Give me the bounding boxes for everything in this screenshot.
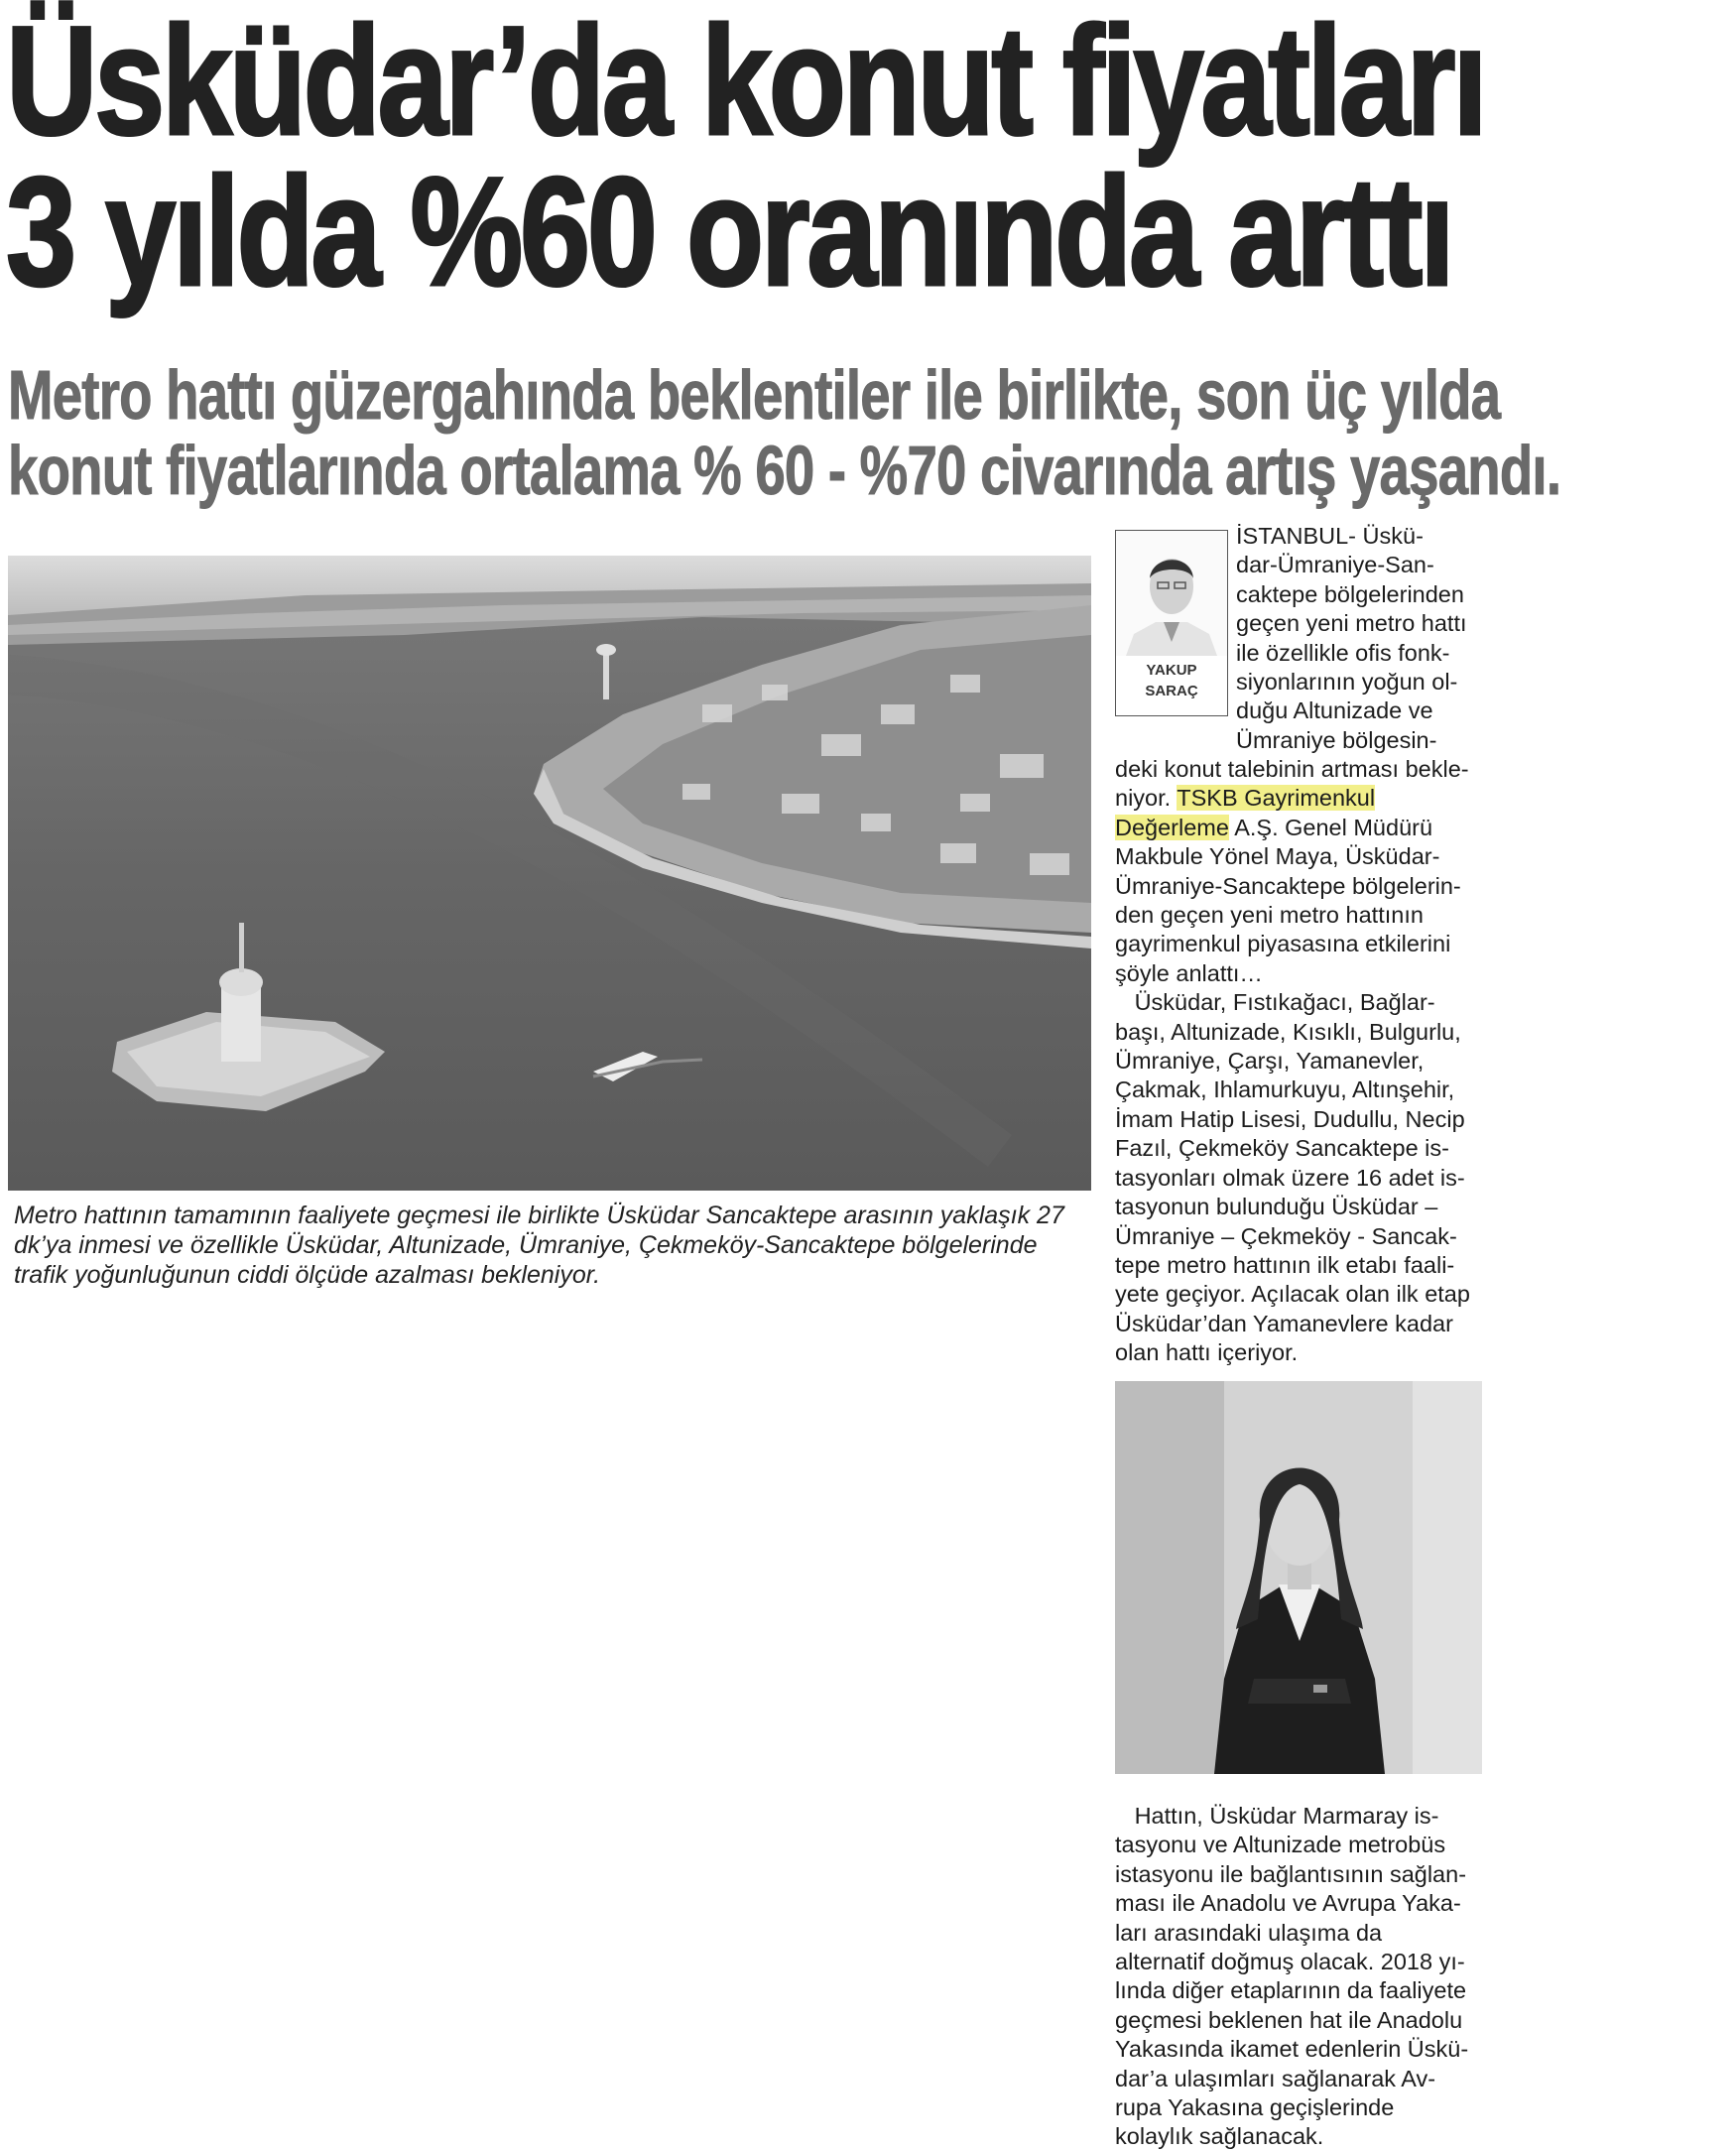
- text-line: Fazıl, Çekmeköy Sancaktepe is-: [1115, 1135, 1449, 1162]
- text-line-with-highlight: [1115, 814, 1470, 842]
- author-last-name: SARAÇ: [1145, 683, 1198, 699]
- text-line: tepe metro hattının ilk etabı faali-: [1115, 1251, 1455, 1278]
- text-line: tasyonun bulunduğu Üsküdar –: [1115, 1194, 1438, 1220]
- text-line: Yakasında ikamet edenlerin Üskü-: [1115, 2036, 1469, 2063]
- text-line: geçen yeni metro hattı: [1236, 610, 1467, 637]
- text-line: Makbule Yönel Maya, Üsküdar-: [1115, 843, 1440, 870]
- text-line: ları arasındaki ulaşıma da: [1115, 1919, 1383, 1946]
- photo-caption: Metro hattının tamamının faaliyete geçmesi ile birlikte Üsküdar Sancaktepe arasının yaklaşık 27 dk’ya inmesi ve özellikle Üsküdar, Altunizade, Ümraniye, Çekmeköy-Sancaktepe bölgelerinde trafik yoğunluğunun ciddi ölçüde azalması bekleniyor.: [14, 1202, 1064, 1289]
- text-line: başı, Altunizade, Kısıklı, Bulgurlu,: [1115, 1018, 1461, 1045]
- author-first-name: YAKUP: [1146, 662, 1197, 679]
- text-line: ile özellikle ofis fonk-: [1236, 639, 1450, 666]
- executive-portrait-photo: [1115, 1381, 1482, 1774]
- text-line: Ümraniye bölgesin-: [1236, 726, 1437, 753]
- text-segment: niyor.: [1115, 785, 1172, 812]
- text-line: İmam Hatip Lisesi, Dudullu, Necip: [1115, 1105, 1465, 1132]
- text-line: Ümraniye – Çekmeköy - Sancak-: [1115, 1222, 1457, 1249]
- text-line: lında diğer etaplarının da faaliyete: [1115, 1977, 1467, 2004]
- text-line: alternatif doğmuş olacak. 2018 yı-: [1115, 1949, 1465, 1975]
- text-line: geçmesi beklenen hat ile Anadolu: [1115, 2006, 1463, 2033]
- text-line: dar’a ulaşımları sağlanarak Av-: [1115, 2065, 1436, 2091]
- text-line: dar-Ümraniye-San-: [1236, 552, 1434, 578]
- text-line: Hattın, Üsküdar Marmaray is-: [1115, 1803, 1439, 1829]
- text-line: Üsküdar, Fıstıkağacı, Bağlar-: [1115, 989, 1435, 1016]
- text-line: deki konut talebinin artması bekle-: [1115, 756, 1469, 782]
- headline-line-2: 3 yılda %60 oranında arttı: [6, 146, 1452, 318]
- text-line: siyonlarının yoğun ol-: [1236, 669, 1458, 696]
- subheadline-line-1: Metro hattı güzergahında beklentiler ile birlikte, son üç yılda: [8, 356, 1501, 434]
- article-body-column: [1115, 755, 1470, 1368]
- headline-line-1: Üsküdar’da konut fiyatları: [6, 0, 1485, 168]
- text-line: istasyonu ile bağlantısının sağlan-: [1115, 1860, 1467, 1887]
- article-intro-column: [1236, 522, 1467, 755]
- text-line: İSTANBUL- Üskü-: [1236, 523, 1424, 549]
- subheadline: [8, 357, 1734, 508]
- text-segment: A.Ş. Genel Müdürü: [1234, 814, 1433, 840]
- highlighted-text: TSKB Gayrimenkul: [1177, 785, 1376, 812]
- text-line: duğu Altunizade ve: [1236, 697, 1433, 724]
- text-line: Ümraniye, Çarşı, Yamanevler,: [1115, 1048, 1425, 1075]
- author-byline-box: [1115, 530, 1228, 716]
- text-line: kolaylık sağlanacak.: [1115, 2123, 1324, 2150]
- text-line: gayrimenkul piyasasına etkilerini: [1115, 931, 1451, 957]
- text-line: Çakmak, Ihlamurkuyu, Altınşehir,: [1115, 1076, 1455, 1103]
- text-line-with-highlight: [1115, 784, 1470, 813]
- subheadline-line-2: konut fiyatlarında ortalama % 60 - %70 civarında artış yaşandı.: [8, 432, 1561, 509]
- text-line: rupa Yakasına geçişlerinde: [1115, 2094, 1395, 2121]
- text-line: Ümraniye-Sancaktepe bölgelerin-: [1115, 872, 1461, 899]
- headline: [6, 0, 1732, 318]
- text-line: ması ile Anadolu ve Avrupa Yaka-: [1115, 1890, 1461, 1917]
- text-line: Üsküdar’dan Yamanevlere kadar: [1115, 1310, 1453, 1336]
- text-line: olan hattı içeriyor.: [1115, 1339, 1299, 1366]
- text-line: tasyonları olmak üzere 16 adet is-: [1115, 1164, 1465, 1191]
- text-line: caktepe bölgelerinden: [1236, 580, 1464, 607]
- author-portrait-photo: [1116, 531, 1227, 656]
- highlighted-text: Değerleme: [1115, 814, 1229, 840]
- text-line: tasyonu ve Altunizade metrobüs: [1115, 1832, 1446, 1858]
- text-line: yete geçiyor. Açılacak olan ilk etap: [1115, 1281, 1470, 1308]
- maidens-tower-aerial-photo: [8, 556, 1091, 1191]
- text-line: den geçen yeni metro hattının: [1115, 902, 1424, 929]
- article-body-column-end: [1115, 1802, 1468, 2152]
- text-line: şöyle anlattı…: [1115, 959, 1263, 986]
